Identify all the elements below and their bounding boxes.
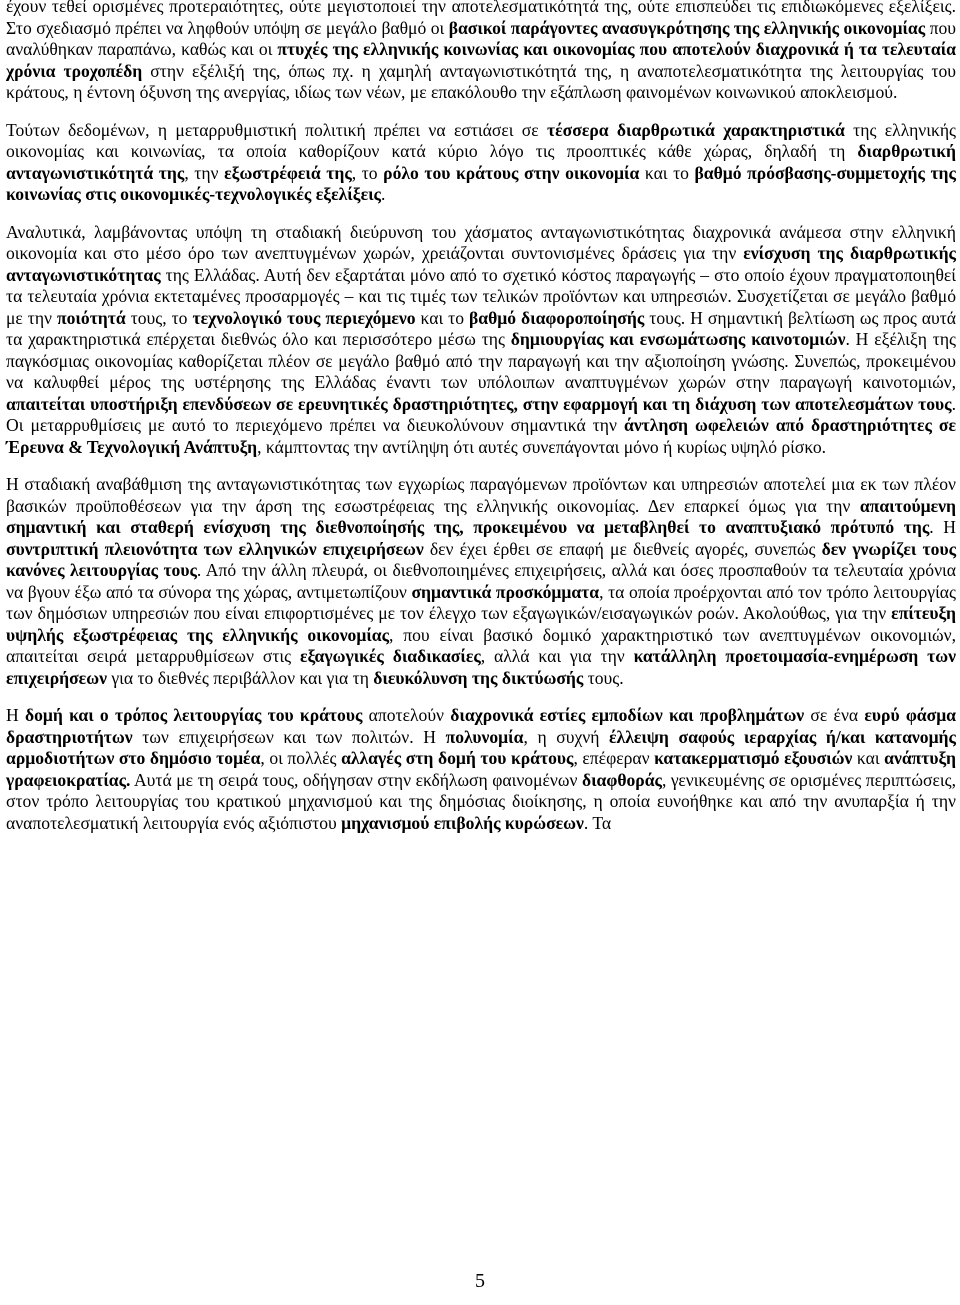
text-run: Αυτά με τη σειρά τους, οδήγησαν στην εκδήλωση φαινομένων bbox=[130, 769, 582, 790]
text-run: . Η bbox=[929, 517, 956, 537]
bold-text-run: εξωστρέφειά της bbox=[224, 162, 352, 183]
text-run: , τα οποία προέρχονται από τον τρόπο λειτουργίας των δημόσιων υπηρεσιών που είναι επιφορτισμένες με τον έλεγχο των εξαγωγικών/εισαγωγικών ροών. Ακολούθως, για την bbox=[6, 581, 956, 623]
text-run: της ελληνικής οικονομίας και κοινωνίας, τα οποία καθορίζουν κατά κύριο λόγο τις προοπτικές κάθε χώρας, δηλαδή τη bbox=[6, 119, 956, 161]
paragraph-4 bbox=[6, 474, 956, 689]
text-run: , κάμπτοντας την αντίληψη ότι αυτές συνεπάγονται μόνο ή κυρίως υψηλό ρίσκο. bbox=[257, 436, 827, 457]
text-run: αποτελούν bbox=[362, 705, 451, 725]
bold-text-run: πτυχές της ελληνικής κοινωνίας και οικονομίας που αποτελούν διαχρονικά ή τα τελευταία χρόνια τροχοπέδη bbox=[6, 39, 956, 81]
bold-text-run: απαιτούμενη σημαντική και σταθερή ενίσχυση της διεθνοποίησής της, προκειμένου να μεταβληθεί το αναπτυξιακό πρότυπό της bbox=[6, 495, 956, 537]
text-run: . bbox=[380, 184, 386, 204]
bold-text-run: διευκόλυνση της δικτύωσής bbox=[373, 667, 584, 688]
bold-text-run: κατακερματισμό εξουσιών bbox=[654, 748, 853, 768]
bold-text-run: δημιουργίας και ενσωμάτωσης καινοτομιών bbox=[510, 329, 846, 349]
paragraph-2 bbox=[6, 120, 956, 206]
bold-text-run: κατάλληλη προετοιμασία-ενημέρωση των επιχειρήσεων bbox=[6, 646, 956, 688]
paragraph-5 bbox=[6, 705, 956, 834]
bold-text-run: ανάπτυξη γραφειοκρατίας. bbox=[6, 748, 956, 790]
paragraph-1 bbox=[6, 0, 956, 104]
text-run: Η σταδιακή αναβάθμιση της ανταγωνιστικότητας των εγχωρίως παραγόμενων προϊόντων και υπηρεσιών αποτελεί μια εκ των πλέον βασικών προϋποθέσεων για την άρση της εσωστρέφειας της ελληνικής οικονομίας. Δεν επαρκεί όμως για την bbox=[6, 474, 956, 516]
bold-text-run: ρόλο του κράτους στην οικονομία bbox=[383, 162, 640, 183]
text-run: . Τα bbox=[583, 812, 612, 833]
text-run: που αναλύθηκαν παραπάνω, καθώς και οι bbox=[6, 17, 956, 59]
text-run: , αλλά και για την bbox=[480, 646, 634, 666]
text-run: των επιχειρήσεων και των πολιτών. Η bbox=[132, 726, 446, 747]
bold-text-run: δομή και ο τρόπος λειτουργίας του κράτους bbox=[24, 705, 363, 725]
bold-text-run: άντληση ωφελειών από δραστηριότητες σε Έρευνα & Τεχνολογική Ανάπτυξη bbox=[6, 415, 956, 457]
text-run: σε ένα bbox=[804, 705, 865, 725]
text-run: για το διεθνές περιβάλλον και για τη bbox=[106, 667, 374, 688]
bold-text-run: μηχανισμού επιβολής κυρώσεων bbox=[341, 812, 584, 833]
bold-text-run: έλλειψη σαφούς ιεραρχίας ή/και κατανομής αρμοδιοτήτων στο δημόσιο τομέα bbox=[6, 726, 956, 768]
text-run: Η bbox=[6, 705, 25, 725]
text-run: . Από την άλλη πλευρά, οι διεθνοποιημένες επιχειρήσεις, αλλά και όσες προσπαθούν τα τελευταία χρόνια να βγουν έξω από τα σύνορα της χώρας, αντιμετωπίζουν bbox=[6, 560, 956, 602]
text-run: και το bbox=[415, 307, 470, 328]
text-run: . Οι μεταρρυθμίσεις με αυτό το περιεχόμενο πρέπει να διευκολύνουν σημαντικά την bbox=[6, 393, 956, 435]
text-run: Τούτων δεδομένων, η μεταρρυθμιστική πολιτική πρέπει να εστιάσει σε bbox=[6, 119, 548, 140]
paragraph-3 bbox=[6, 222, 956, 459]
text-run: , η συχνή bbox=[523, 726, 610, 747]
text-run: της Ελλάδας. Αυτή δεν εξαρτάται μόνο από το σχετικό κόστος παραγωγής – στο οποίο έχουν πραγματοποιηθεί τα τελευταία χρόνια εκτεταμένες προσαρμογές – και τις τιμές των τελικών προϊόντων και υπηρεσιών. Συσχετίζεται σε μεγάλο βαθμό με την bbox=[6, 264, 956, 328]
bold-text-run: εξαγωγικές διαδικασίες bbox=[299, 646, 481, 666]
text-run: τους, το bbox=[125, 307, 193, 328]
bold-text-run: διαρθρωτική ανταγωνιστικότητά της bbox=[6, 141, 956, 183]
text-run: και bbox=[852, 748, 885, 768]
page-number: 5 bbox=[475, 1270, 485, 1292]
text-run: , το bbox=[351, 162, 384, 183]
bold-text-run: ενίσχυση της διαρθρωτικής ανταγωνιστικότητας bbox=[6, 243, 956, 285]
bold-text-run: τέσσερα διαρθρωτικά χαρακτηριστικά bbox=[547, 119, 845, 140]
bold-text-run: συντριπτική πλειονότητα των ελληνικών επιχειρήσεων bbox=[6, 538, 424, 559]
bold-text-run: διαχρονικά εστίες εμποδίων και προβλημάτων bbox=[450, 705, 805, 725]
text-run: έχουν τεθεί ορισμένες προτεραιότητες, ούτε μεγιστοποιεί την αποτελεσματικότητά της, ούτε επισπεύδει τις επιδιωκόμενες εξελίξεις. Στο σχεδιασμό πρέπει να ληφθούν υπόψη σε μεγάλο βαθμό οι bbox=[6, 0, 956, 38]
text-run: . Η εξέλιξη της παγκόσμιας οικονομίας καθορίζεται πλέον σε μεγάλο βαθμό από την παραγωγή και την αξιοποίηση γνώσης. Συνεπώς, προκειμένου να καλυφθεί μέρος της υστέρησης της Ελλάδας έναντι των υπόλοιπων αναπτυγμένων χωρών στην παραγωγή καινοτομιών, bbox=[6, 329, 957, 392]
bold-text-run: πολυνομία bbox=[445, 726, 524, 747]
text-run: , οι πολλές bbox=[260, 748, 342, 768]
bold-text-run: βαθμό πρόσβασης-συμμετοχής της κοινωνίας στις οικονομικές-τεχνολογικές εξελίξεις bbox=[6, 162, 956, 204]
text-run: τους. bbox=[583, 667, 624, 688]
text-run: στην εξέλιξή της, όπως πχ. η χαμηλή ανταγωνιστικότητά της, η αναποτελεσματικότητα της λειτουργίας του κράτους, η έντονη όξυνση της ανεργίας, ιδίως των νέων, με επακόλουθο την εξάπλωση φαινομένων κοινωνικού αποκλεισμού. bbox=[6, 60, 956, 102]
text-run: , γενικευμένης σε ορισμένες περιπτώσεις, στον τρόπο λειτουργίας του κρατικού μηχανισμού και της δημόσιας διοίκησης, η οποία ευνοήθηκε και από την ανυπαρξία ή την αναποτελεσματική λειτουργία ενός αξιόπιστου bbox=[6, 769, 956, 833]
bold-text-run: απαιτείται υποστήριξη επενδύσεων σε ερευνητικές δραστηριότητες, στην εφαρμογή και τη διάχυση των αποτελεσμάτων τους bbox=[6, 393, 952, 414]
bold-text-run: αλλαγές στη δομή του κράτους bbox=[341, 748, 574, 768]
text-run: τους. Η σημαντική βελτίωση ως προς αυτά τα χαρακτηριστικά επέρχεται διεθνώς όλο και περισσότερο μέσω της bbox=[6, 307, 957, 349]
bold-text-run: σημαντικά προσκόμματα bbox=[411, 581, 600, 602]
bold-text-run: βαθμό διαφοροποίησής bbox=[469, 307, 645, 328]
text-run: δεν έχει έρθει σε επαφή με διεθνείς αγορές, συνεπώς bbox=[423, 538, 822, 559]
text-run: , που είναι βασικό δομικό χαρακτηριστικό των ανεπτυγμένων οικονομιών, απαιτείται σειρά μεταρρυθμίσεων στις bbox=[6, 624, 956, 666]
bold-text-run: ευρύ φάσμα δραστηριοτήτων bbox=[6, 705, 956, 747]
text-run: Αναλυτικά, λαμβάνοντας υπόψη τη σταδιακή διεύρυνση του χάσματος ανταγωνιστικότητας διαχρονικά ανάμεσα στην ελληνική οικονομία και στο μέσο όρο των ανεπτυγμένων χωρών, χρειάζονται συντονισμένες δράσεις για την bbox=[6, 221, 956, 263]
text-run: και το bbox=[639, 162, 695, 183]
bold-text-run: τεχνολογικό τους περιεχόμενο bbox=[192, 307, 416, 328]
text-run: , επέφεραν bbox=[573, 748, 655, 768]
bold-text-run: επίτευξη υψηλής εξωστρέφειας της ελληνικής οικονομίας bbox=[6, 603, 956, 645]
document-page bbox=[6, 0, 956, 834]
bold-text-run: διαφθοράς bbox=[581, 769, 662, 790]
bold-text-run: δεν γνωρίζει τους κανόνες λειτουργίας τους bbox=[6, 538, 956, 580]
text-run: , την bbox=[184, 162, 225, 183]
bold-text-run: βασικοί παράγοντες ανασυγκρότησης της ελληνικής οικονομίας bbox=[448, 17, 926, 38]
bold-text-run: ποιότητά bbox=[57, 307, 126, 328]
